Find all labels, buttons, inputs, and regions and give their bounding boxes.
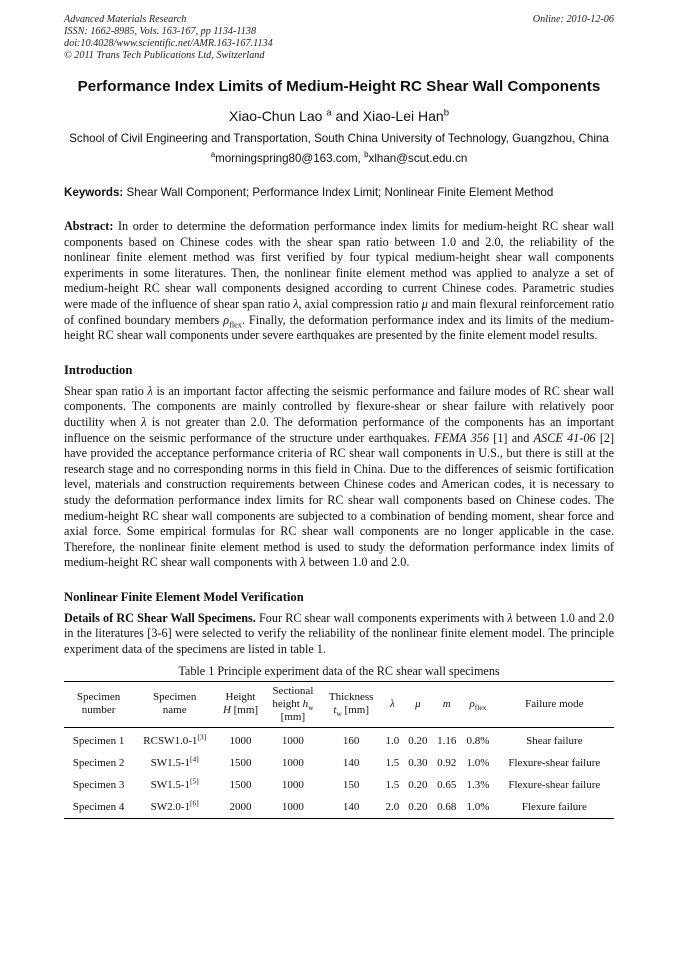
email-line	[64, 151, 614, 166]
cell-failure: Flexure failure	[495, 796, 614, 819]
cell-lambda: 1.5	[385, 756, 400, 769]
journal-header	[64, 14, 614, 62]
rho-subscript: flex	[229, 320, 242, 329]
online-date: Online: 2010-12-06	[532, 14, 614, 25]
cell-mu: 0.30	[408, 756, 428, 769]
cell-thickness: 140	[321, 796, 381, 819]
cell-sectional: 1000	[281, 778, 304, 791]
col-lambda: λ	[381, 681, 403, 727]
lambda-symbol: λ	[147, 383, 153, 398]
cell-mu: 0.20	[408, 734, 428, 747]
cell-m: 1.16	[437, 734, 457, 747]
intro-text-4: [1] and	[493, 430, 530, 445]
keywords-text: Shear Wall Component; Performance Index Limit; Nonlinear Finite Element Method	[126, 186, 554, 199]
cell-mu: 0.20	[403, 796, 432, 819]
cell-rho: 1.0%	[461, 796, 494, 819]
col-sectional-height: Sectional height $h_w$ [mm]	[265, 681, 321, 727]
col-rho-flex: $\rho_{flex}$	[461, 681, 494, 727]
table-row	[64, 796, 614, 819]
table-row	[64, 774, 614, 796]
cell-m: 0.92	[437, 756, 457, 769]
rho-symbol: ρ	[223, 312, 230, 327]
verification-text-1: Four RC shear wall components experiments with	[259, 610, 505, 625]
author-and: and	[335, 108, 359, 124]
col-height: Height H [mm]	[216, 681, 265, 727]
intro-text-5: [2] have provided the acceptance performance criteria of RC shear wall components in U.S., but there is still at the research stage and no corresponding norms in this field in China. Due to the differences of seismic fortification level, materials and construction requirements between Chinese codes and American codes, it is necessary to study the deformation performance index limits for RC shear wall components based on Chinese codes. The medium-height RC shear wall components are subjected to a combination of bending moment, shear force and axial force. Some empirical formulas for RC shear wall components are no longer applicable in the case. Therefore, the nonlinear finite element method is used to study the deformation performance index limits of medium-height RC shear wall components with	[64, 430, 615, 570]
table-row	[64, 727, 614, 752]
cell-thickness: 160	[342, 734, 360, 747]
cell-name: SW2.0-1[6]	[133, 796, 216, 819]
abstract-label: Abstract:	[64, 219, 114, 233]
intro-text-3: is not greater than 2.0. The deformation performance of the components has an important influence on the seismic performance of the structure under earthquakes.	[64, 414, 615, 445]
cell-failure: Shear failure	[526, 734, 583, 747]
col-mu: μ	[403, 681, 432, 727]
cell-rho: 1.0%	[466, 756, 490, 769]
cell-name: SW1.5-1[5]	[150, 776, 199, 791]
cell-m: 0.68	[432, 796, 461, 819]
cell-lambda: 2.0	[381, 796, 403, 819]
keywords-label: Keywords:	[64, 186, 124, 199]
table-header-row	[64, 681, 614, 727]
verification-text-2: between 1.0 and 2.0 in the literatures [3-6] were selected to verify the reliability of the nonlinear finite element model. The principle experiment data of the specimens are listed in table 1.	[64, 610, 615, 657]
cell-rho: 0.8%	[466, 734, 490, 747]
intro-text-1: Shear span ratio	[64, 383, 144, 398]
cell-lambda: 1.0	[385, 734, 400, 747]
verification-heading: Nonlinear Finite Element Model Verification	[64, 589, 304, 604]
cell-height: 1000	[229, 734, 252, 747]
lambda-symbol: λ	[507, 610, 513, 625]
cell-m: 0.65	[437, 778, 457, 791]
cell-failure: Flexure-shear failure	[508, 778, 601, 791]
cell-height: 2000	[216, 796, 265, 819]
col-specimen-number: Specimen number	[64, 681, 133, 727]
paper-title: Performance Index Limits of Medium-Height RC Shear Wall Components	[77, 78, 601, 95]
cell-failure: Flexure-shear failure	[508, 756, 601, 769]
lambda-symbol: λ	[300, 555, 306, 570]
cell-sectional: 1000	[281, 756, 304, 769]
author-line	[64, 108, 614, 125]
lambda-symbol: λ	[141, 414, 147, 429]
cell-thickness: 140	[342, 756, 360, 769]
abstract-text-1: In order to determine the deformation performance index limits for medium-height RC shear wall components based on Chinese codes with the shear span ratio between 1.0 and 2.0, the reliability of the nonlinear finite element method was first verified by four typical medium-height shear wall components experiments in some literatures. Then, the nonlinear finite element method was applied to analyze a set of medium-height RC shear wall components designed according to current Chinese codes. Parametric studies were made of the influence of shear span ratio	[64, 219, 615, 311]
cell-number: Specimen 3	[72, 778, 125, 791]
email-a-mark: a	[210, 150, 216, 160]
author-1-mark: a	[326, 107, 332, 119]
specimen-table	[64, 681, 614, 819]
email-a-link[interactable]: morningspring80@163.com,	[215, 152, 361, 165]
cell-lambda: 1.5	[385, 778, 400, 791]
col-thickness: Thickness $t_w$ [mm]	[321, 681, 381, 727]
email-b-link[interactable]: xlhan@scut.edu.cn	[368, 152, 468, 165]
cell-sectional: 1000	[265, 796, 321, 819]
cell-sectional: 1000	[281, 734, 304, 747]
col-m: m	[432, 681, 461, 727]
introduction-heading: Introduction	[64, 362, 133, 377]
cell-name: RCSW1.0-1[3]	[143, 732, 207, 747]
lambda-symbol: λ	[293, 296, 299, 311]
abstract-text-4: . Finally, the deformation performance index and its limits of the medium-height RC shear wall components under severe earthquakes are presented by the finite element model results.	[64, 312, 615, 343]
copyright-line: © 2011 Trans Tech Publications Ltd, Switzerland	[64, 50, 265, 61]
mu-symbol: μ	[421, 296, 428, 311]
verification-paragraph	[64, 611, 614, 658]
intro-text-6: between 1.0 and 2.0.	[308, 555, 410, 570]
table-caption: Table 1 Principle experiment data of the RC shear wall specimens	[178, 663, 500, 678]
col-specimen-name: Specimen name	[133, 681, 216, 727]
author-2-mark: b	[443, 107, 449, 119]
cell-name: SW1.5-1[4]	[150, 754, 199, 769]
intro-text-2: is an important factor affecting the seismic performance and failure modes of RC shear wall components. The components are mainly controlled by flexure-shear or shear failure with relatively poor ductility when	[64, 383, 615, 429]
affiliation: School of Civil Engineering and Transportation, South China University of Technology, Guangzhou, China	[69, 132, 609, 145]
asce-reference: ASCE 41-06	[533, 430, 596, 445]
cell-height: 1500	[229, 756, 252, 769]
abstract-text-3: and main flexural reinforcement ratio of confined boundary members	[64, 296, 615, 327]
issn-line: ISSN: 1662-8985, Vols. 163-167, pp 1134-1138	[64, 26, 257, 37]
cell-number: Specimen 2	[72, 756, 125, 769]
email-b-mark: b	[364, 150, 369, 160]
keywords-line	[64, 185, 614, 200]
abstract-paragraph	[64, 219, 614, 344]
abstract-text-2: , axial compression ratio	[298, 296, 419, 311]
cell-mu: 0.20	[408, 778, 428, 791]
specimen-details-subheading: Details of RC Shear Wall Specimens.	[64, 610, 256, 625]
introduction-paragraph	[64, 384, 614, 571]
table-row	[64, 752, 614, 774]
cell-height: 1500	[229, 778, 252, 791]
doi-line: doi:10.4028/www.scientific.net/AMR.163-167.1134	[64, 38, 273, 49]
cell-rho: 1.3%	[466, 778, 490, 791]
cell-number: Specimen 4	[64, 796, 133, 819]
author-1: Xiao-Chun Lao	[229, 108, 323, 124]
cell-number: Specimen 1	[72, 734, 125, 747]
journal-name: Advanced Materials Research	[64, 14, 187, 25]
author-2: Xiao-Lei Han	[362, 108, 444, 124]
cell-thickness: 150	[342, 778, 360, 791]
fema-reference: FEMA 356	[434, 430, 489, 445]
col-failure-mode: Failure mode	[495, 681, 614, 727]
